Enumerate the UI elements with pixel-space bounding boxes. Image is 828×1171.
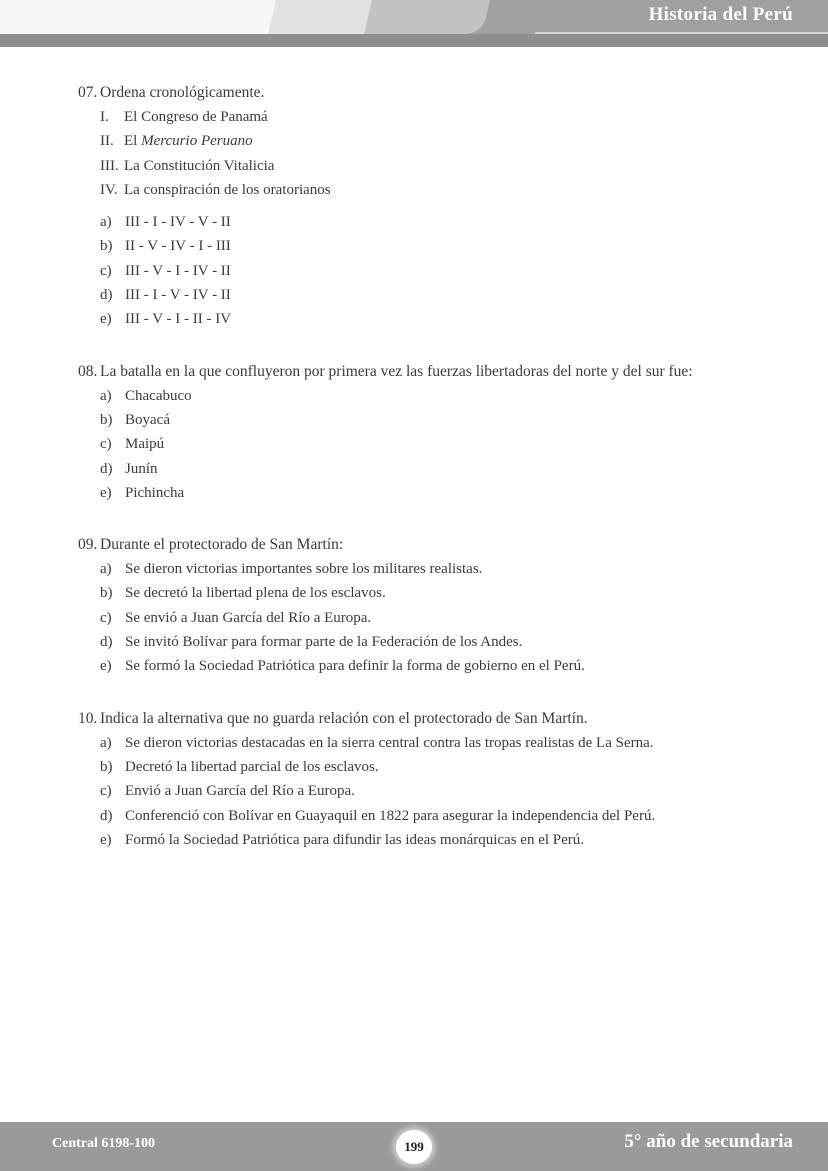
answer-option-text: Maipú [125,436,165,453]
answer-option[interactable] [0,608,828,629]
footer-contact-label: Central 6198-100 [52,1136,156,1151]
header-title: Historia del Perú [648,4,793,25]
answer-option-text: Boyacá [125,411,170,428]
page-header [0,0,828,48]
question-block [0,534,828,677]
answer-option-key: d) [100,287,113,304]
question-block [0,82,828,331]
answer-option[interactable] [0,632,828,653]
question-number: 10. [78,709,98,727]
answer-option-text: Se dieron victorias destacadas en la sierra central contra las tropas realistas de La Serna. [125,734,654,751]
roman-item-text [124,107,828,128]
answer-option[interactable] [0,410,828,431]
roman-item-text-italic: Mercurio Peruano [141,133,253,150]
roman-item-key: I. [100,109,109,125]
answer-option-key: a) [100,734,112,751]
answer-option[interactable] [0,386,828,407]
roman-item-text [124,180,828,201]
page-number: 199 [404,1139,424,1154]
answer-option[interactable] [0,781,828,802]
header-decor-shape-light [0,0,300,34]
answer-option-key: d) [100,460,113,477]
roman-item-list [0,107,828,201]
question-block [0,361,828,504]
answer-option-text: Formó la Sociedad Patriótica para difundir las ideas monárquicas en el Perú. [125,831,585,848]
roman-item [0,156,828,177]
answer-option-key: a) [100,561,112,578]
question-stem [0,82,828,104]
answer-option-text: III - V - I - IV - II [125,262,231,279]
option-list [0,212,828,330]
option-list [0,386,828,504]
roman-item-text-plain: La Constitución Vitalicia [124,157,275,174]
question-stem [0,361,828,383]
roman-item-text [124,156,828,177]
roman-item [0,131,828,152]
roman-item-text-plain: El [124,133,142,150]
answer-option-key: a) [100,387,112,404]
answer-option-text: Pichincha [125,484,185,501]
question-text: Durante el protectorado de San Martín: [100,536,344,554]
answer-option-text: Se formó la Sociedad Patriótica para definir la forma de gobierno en el Perú. [125,658,585,675]
answer-option-key: b) [100,758,113,775]
answer-option-text: Se invitó Bolívar para formar parte de la Federación de los Andes. [125,634,523,651]
answer-option[interactable] [0,236,828,257]
answer-option[interactable] [0,733,828,754]
question-text: Ordena cronológicamente. [100,84,265,101]
answer-option-key: e) [100,484,112,501]
roman-item [0,180,828,201]
footer-grade-label: 5° año de secundaria [624,1131,793,1152]
option-list [0,733,828,851]
question-list [0,82,828,851]
roman-item-key: III. [100,157,119,174]
answer-option[interactable] [0,261,828,282]
answer-option-text: Se envió a Juan García del Río a Europa. [125,609,372,626]
answer-option[interactable] [0,656,828,677]
answer-option[interactable] [0,559,828,580]
roman-item-text [124,131,828,152]
answer-option-text: III - I - V - IV - II [125,287,231,304]
answer-option[interactable] [0,583,828,604]
header-under-bar [0,34,828,47]
answer-option-key: c) [100,783,112,800]
answer-option-key: b) [100,585,113,602]
answer-option-text: Decretó la libertad parcial de los esclavos. [125,758,379,775]
page-number-badge [396,1130,432,1164]
question-stem [0,708,828,730]
answer-option[interactable] [0,459,828,480]
answer-option[interactable] [0,757,828,778]
answer-option-key: e) [100,311,112,328]
answer-option-key: c) [100,436,112,453]
roman-item [0,107,828,128]
answer-option-text: III - I - IV - V - II [125,214,231,231]
answer-option[interactable] [0,309,828,330]
answer-option[interactable] [0,806,828,827]
answer-option[interactable] [0,830,828,851]
answer-option-key: b) [100,411,113,428]
answer-option-key: e) [100,831,112,848]
answer-option[interactable] [0,285,828,306]
answer-option-key: c) [100,609,112,626]
answer-option-text: II - V - IV - I - III [125,238,231,255]
answer-option[interactable] [0,212,828,233]
question-number: 08. [78,362,98,380]
question-stem [0,534,828,556]
answer-option-key: b) [100,238,113,255]
answer-option-key: d) [100,634,113,651]
answer-option[interactable] [0,483,828,504]
roman-item-text-plain: La conspiración de los oratorianos [124,181,331,198]
answer-option-text: III - V - I - II - IV [125,311,232,328]
answer-option-text: Chacabuco [125,387,192,404]
answer-option-key: a) [100,214,112,231]
header-decor-shape-dark [364,0,490,34]
question-text: La batalla en la que confluyeron por primera vez las fuerzas libertadoras del norte y del sur fue: [100,362,693,380]
answer-option-text: Envió a Juan García del Río a Europa. [125,783,355,800]
answer-option-text: Junín [125,460,158,477]
page-footer [0,1122,828,1171]
answer-option-key: c) [100,262,112,279]
question-text: Indica la alternativa que no guarda relación con el protectorado de San Martín. [100,709,588,727]
question-number: 09. [78,536,98,554]
roman-item-text-plain: El Congreso de Panamá [124,109,268,125]
answer-option-text: Se decretó la libertad plena de los esclavos. [125,585,386,602]
roman-item-key: IV. [100,181,118,198]
question-block [0,708,828,851]
answer-option-text: Se dieron victorias importantes sobre los militares realistas. [125,561,483,578]
answer-option-text: Conferenció con Bolívar en Guayaquil en 1822 para asegurar la independencia del Perú. [125,807,656,824]
page-content [0,48,828,1122]
roman-item-key: II. [100,133,114,150]
answer-option-key: e) [100,658,112,675]
answer-option-key: d) [100,807,113,824]
option-list [0,559,828,677]
answer-option[interactable] [0,434,828,455]
question-number: 07. [78,84,98,101]
